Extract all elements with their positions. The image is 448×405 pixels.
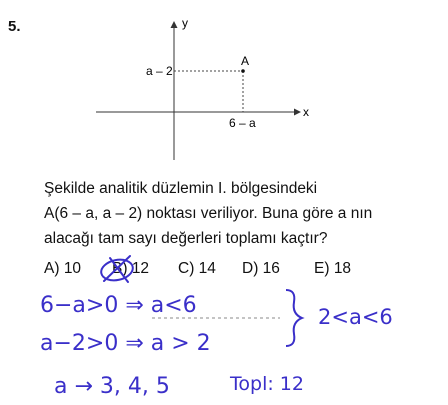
x-axis-label: x — [303, 105, 309, 119]
handwritten-line-1: 6−a>0 ⇒ a<6 — [40, 293, 197, 318]
choice-value: 12 — [131, 260, 150, 277]
choice-letter: B) — [112, 260, 128, 277]
choice-letter: D) — [242, 260, 259, 277]
handwritten-values: a → 3, 4, 5 — [54, 374, 170, 399]
y-coordinate-label: a – 2 — [146, 64, 173, 78]
choice-value: 14 — [198, 260, 216, 277]
stem-line: A(6 – a, a – 2) noktası veriliyor. Buna göre a nın — [44, 205, 373, 222]
choice-letter: E) — [314, 260, 330, 277]
stem-line: alacağı tam sayı değerleri toplamı kaçtır? — [44, 230, 328, 247]
y-axis-label: y — [182, 16, 188, 30]
choice-letter: C) — [178, 260, 195, 277]
x-coordinate-label: 6 – a — [229, 116, 256, 130]
stem-line: Şekilde analitik düzlemin I. bölgesindeki — [44, 180, 318, 197]
handwritten-range: 2<a<6 — [318, 305, 393, 329]
curly-brace — [286, 290, 302, 346]
handwritten-total: Topl: 12 — [230, 373, 304, 395]
question-number: 5. — [8, 18, 21, 35]
choice-value: 18 — [333, 260, 352, 277]
point-label: A — [241, 54, 250, 68]
handwritten-line-2: a−2>0 ⇒ a > 2 — [40, 331, 211, 356]
choice-value: 10 — [63, 260, 82, 277]
choice-letter: A) — [44, 260, 60, 277]
choice-value: 16 — [262, 260, 280, 277]
